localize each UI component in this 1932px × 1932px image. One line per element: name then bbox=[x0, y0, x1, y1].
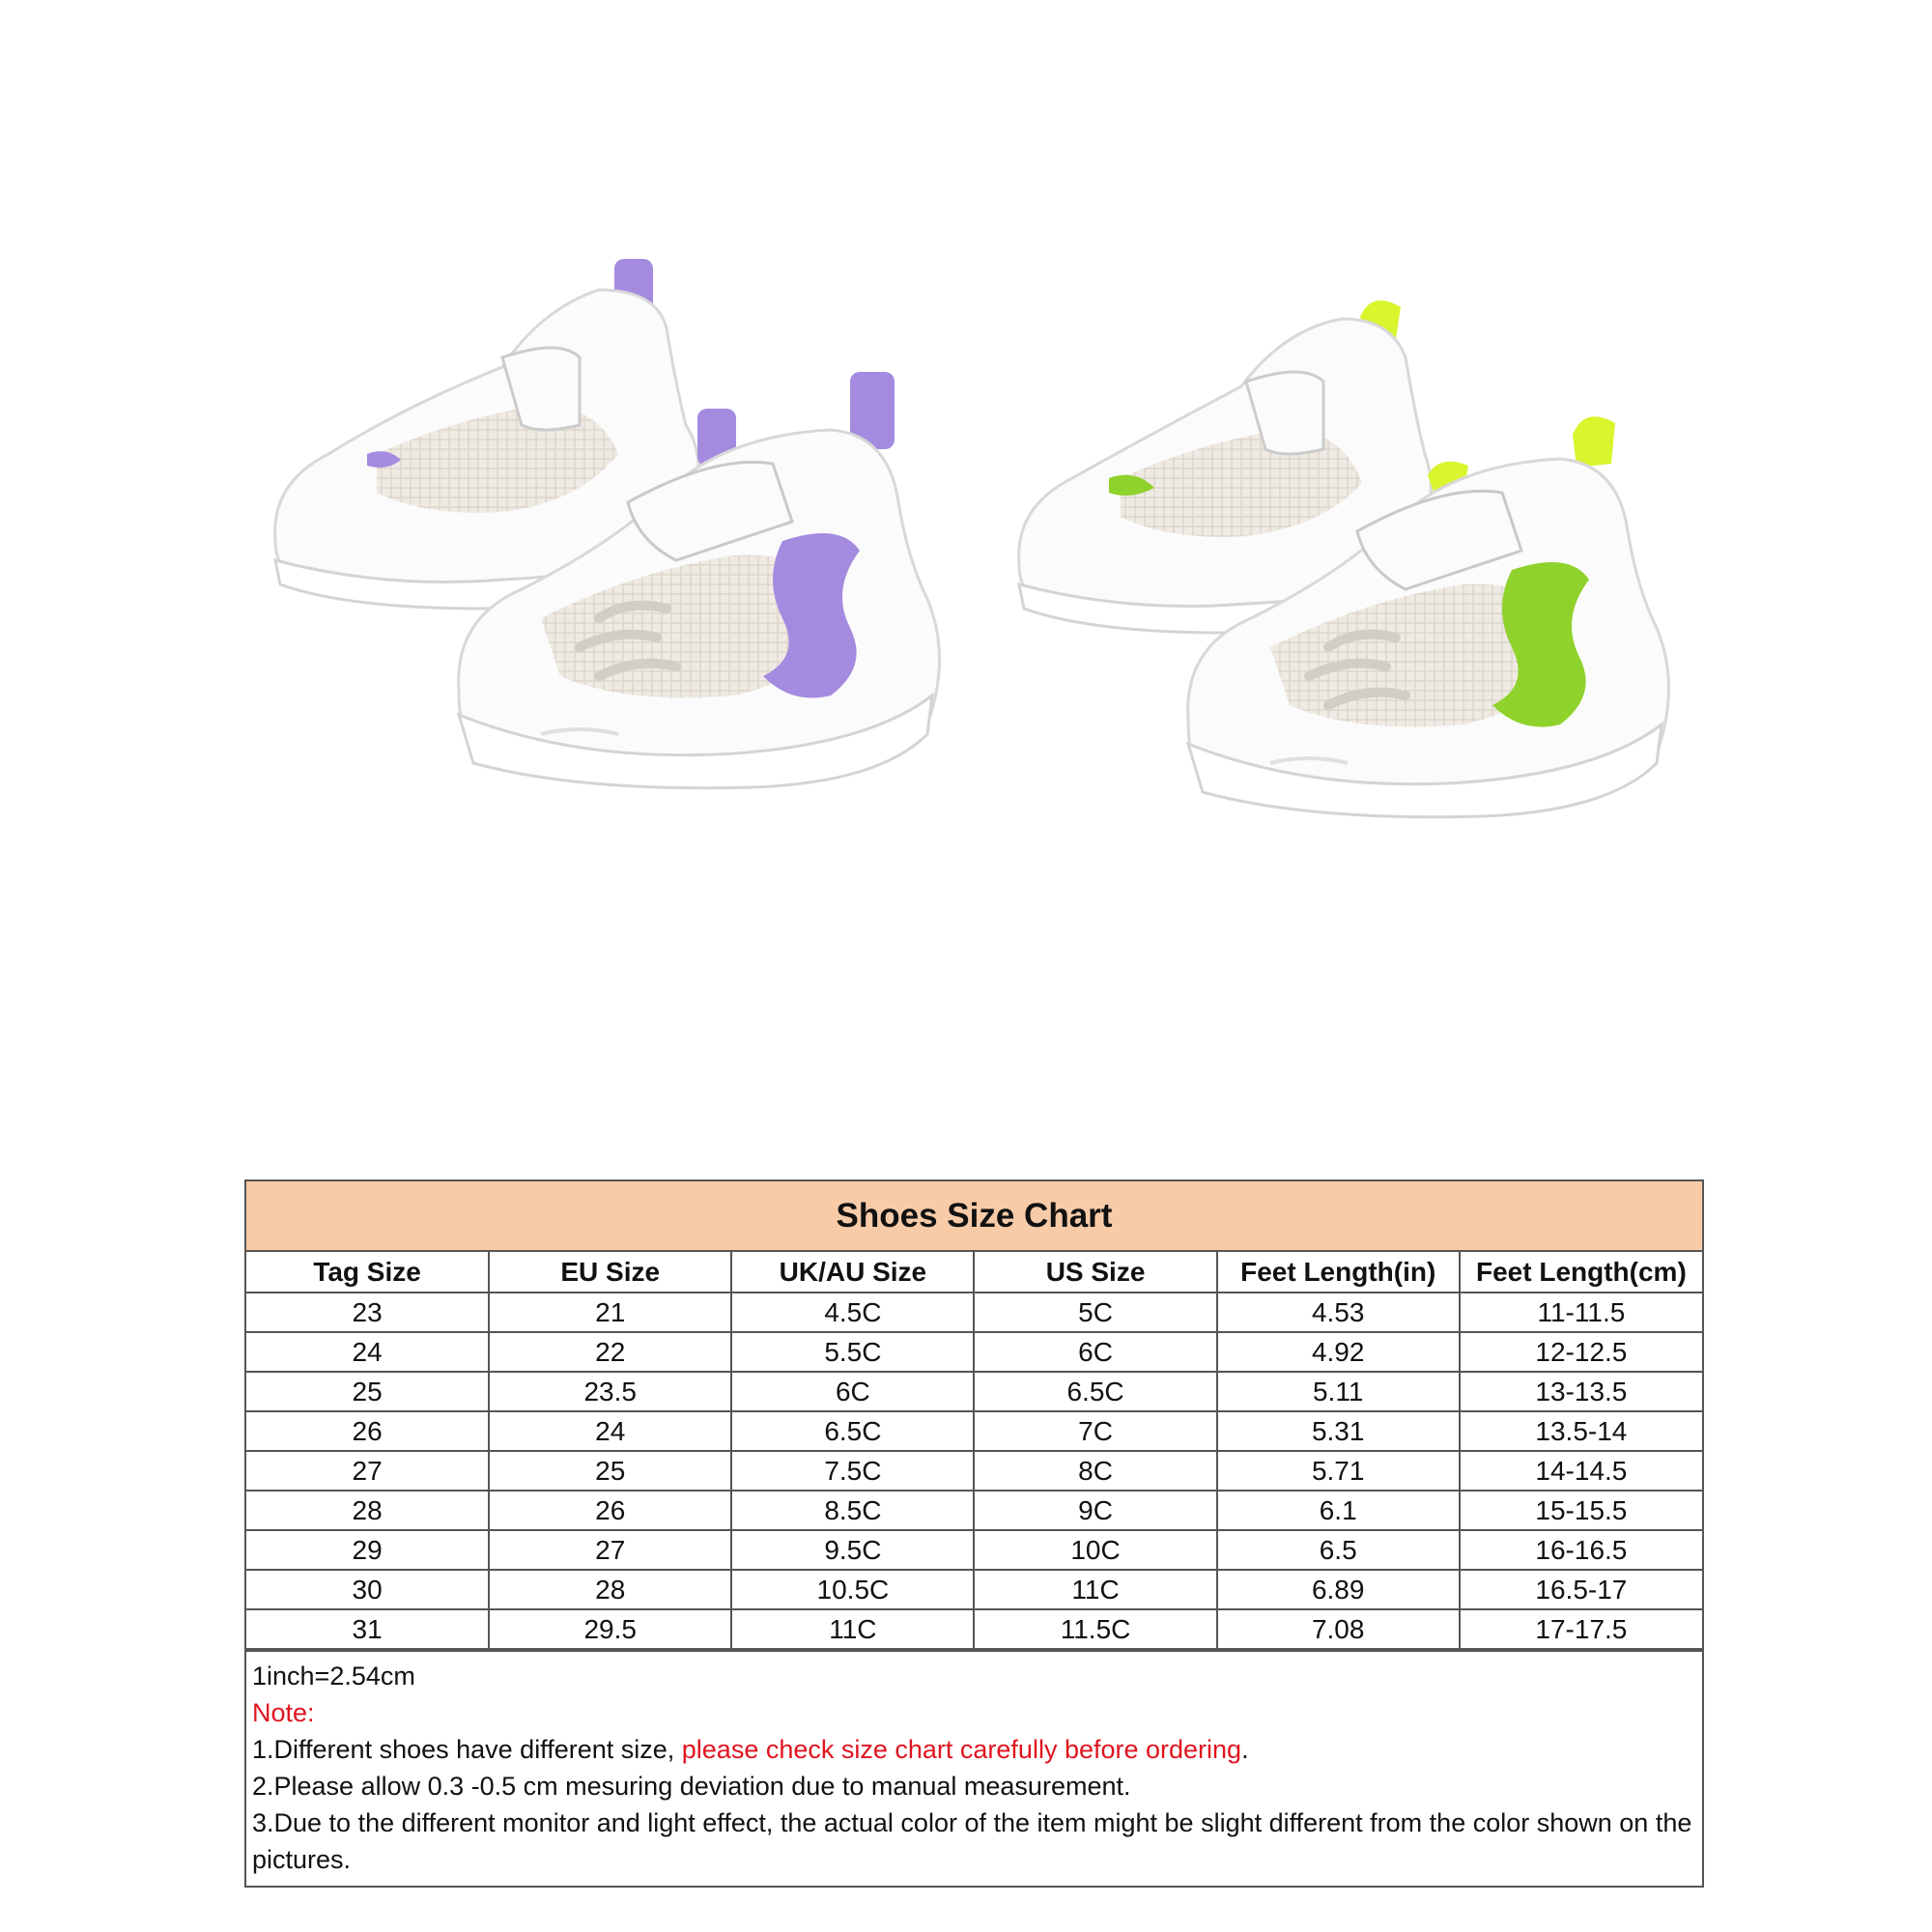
table-row bbox=[246, 1491, 1702, 1530]
table-cell: 10.5C bbox=[731, 1570, 974, 1609]
table-cell: 17-17.5 bbox=[1460, 1609, 1702, 1649]
col-eu-size: EU Size bbox=[489, 1252, 731, 1293]
table-cell: 4.92 bbox=[1217, 1332, 1460, 1372]
table-cell: 9C bbox=[974, 1491, 1216, 1530]
table-cell: 5.5C bbox=[731, 1332, 974, 1372]
table-row bbox=[246, 1570, 1702, 1609]
table-cell: 7.5C bbox=[731, 1451, 974, 1491]
table-cell: 4.53 bbox=[1217, 1293, 1460, 1332]
table-cell: 7.08 bbox=[1217, 1609, 1460, 1649]
table-cell: 29 bbox=[246, 1530, 489, 1570]
table-row bbox=[246, 1332, 1702, 1372]
table-cell: 26 bbox=[489, 1491, 731, 1530]
table-cell: 9.5C bbox=[731, 1530, 974, 1570]
notes-section bbox=[246, 1650, 1702, 1886]
table-cell: 13.5-14 bbox=[1460, 1411, 1702, 1451]
col-uk-au-size: UK/AU Size bbox=[731, 1252, 974, 1293]
table-cell: 23 bbox=[246, 1293, 489, 1332]
note-3: 3.Due to the different monitor and light effect, the actual color of the item might be slight different from the color shown on the pictures. bbox=[252, 1808, 1692, 1874]
col-feet-length-in: Feet Length(in) bbox=[1217, 1252, 1460, 1293]
col-us-size: US Size bbox=[974, 1252, 1216, 1293]
table-header-row bbox=[246, 1252, 1702, 1293]
table-cell: 13-13.5 bbox=[1460, 1372, 1702, 1411]
table-cell: 15-15.5 bbox=[1460, 1491, 1702, 1530]
table-cell: 26 bbox=[246, 1411, 489, 1451]
table-cell: 4.5C bbox=[731, 1293, 974, 1332]
note-label: Note: bbox=[252, 1698, 315, 1727]
table-cell: 24 bbox=[246, 1332, 489, 1372]
table-cell: 6.5 bbox=[1217, 1530, 1460, 1570]
note-1-text: 1.Different shoes have different size, bbox=[252, 1735, 682, 1764]
table-cell: 23.5 bbox=[489, 1372, 731, 1411]
table-cell: 21 bbox=[489, 1293, 731, 1332]
table-cell: 6C bbox=[974, 1332, 1216, 1372]
note-1-warning: please check size chart carefully before ordering bbox=[681, 1735, 1242, 1764]
table-cell: 11.5C bbox=[974, 1609, 1216, 1649]
table-cell: 25 bbox=[489, 1451, 731, 1491]
table-cell: 30 bbox=[246, 1570, 489, 1609]
table-cell: 8.5C bbox=[731, 1491, 974, 1530]
table-cell: 22 bbox=[489, 1332, 731, 1372]
note-1-end: . bbox=[1241, 1735, 1249, 1764]
table-cell: 6.5C bbox=[974, 1372, 1216, 1411]
table-cell: 16-16.5 bbox=[1460, 1530, 1702, 1570]
table-row bbox=[246, 1609, 1702, 1649]
table-cell: 5.71 bbox=[1217, 1451, 1460, 1491]
table-cell: 5.31 bbox=[1217, 1411, 1460, 1451]
table-cell: 11-11.5 bbox=[1460, 1293, 1702, 1332]
table-row bbox=[246, 1293, 1702, 1332]
table-row bbox=[246, 1411, 1702, 1451]
chart-title: Shoes Size Chart bbox=[246, 1181, 1702, 1252]
table-row bbox=[246, 1372, 1702, 1411]
shoe-green-icon bbox=[1019, 300, 1669, 817]
table-cell: 6C bbox=[731, 1372, 974, 1411]
table-cell: 5C bbox=[974, 1293, 1216, 1332]
table-cell: 10C bbox=[974, 1530, 1216, 1570]
shoe-purple-icon bbox=[275, 259, 940, 788]
table-cell: 14-14.5 bbox=[1460, 1451, 1702, 1491]
table-cell: 11C bbox=[731, 1609, 974, 1649]
col-tag-size: Tag Size bbox=[246, 1252, 489, 1293]
table-cell: 28 bbox=[489, 1570, 731, 1609]
col-feet-length-cm: Feet Length(cm) bbox=[1460, 1252, 1702, 1293]
table-cell: 29.5 bbox=[489, 1609, 731, 1649]
table-cell: 6.5C bbox=[731, 1411, 974, 1451]
table-cell: 7C bbox=[974, 1411, 1216, 1451]
note-1 bbox=[252, 1731, 1696, 1768]
conversion-note: 1inch=2.54cm bbox=[252, 1662, 415, 1690]
note-2: 2.Please allow 0.3 -0.5 cm mesuring deviation due to manual measurement. bbox=[252, 1772, 1131, 1801]
table-cell: 28 bbox=[246, 1491, 489, 1530]
table-cell: 16.5-17 bbox=[1460, 1570, 1702, 1609]
table-cell: 27 bbox=[246, 1451, 489, 1491]
table-cell: 8C bbox=[974, 1451, 1216, 1491]
size-chart bbox=[244, 1179, 1704, 1888]
table-cell: 31 bbox=[246, 1609, 489, 1649]
table-cell: 25 bbox=[246, 1372, 489, 1411]
table-cell: 24 bbox=[489, 1411, 731, 1451]
table-cell: 6.1 bbox=[1217, 1491, 1460, 1530]
size-table bbox=[246, 1252, 1702, 1650]
table-cell: 5.11 bbox=[1217, 1372, 1460, 1411]
table-cell: 27 bbox=[489, 1530, 731, 1570]
table-cell: 11C bbox=[974, 1570, 1216, 1609]
table-cell: 6.89 bbox=[1217, 1570, 1460, 1609]
table-cell: 12-12.5 bbox=[1460, 1332, 1702, 1372]
table-row bbox=[246, 1530, 1702, 1570]
table-row bbox=[246, 1451, 1702, 1491]
